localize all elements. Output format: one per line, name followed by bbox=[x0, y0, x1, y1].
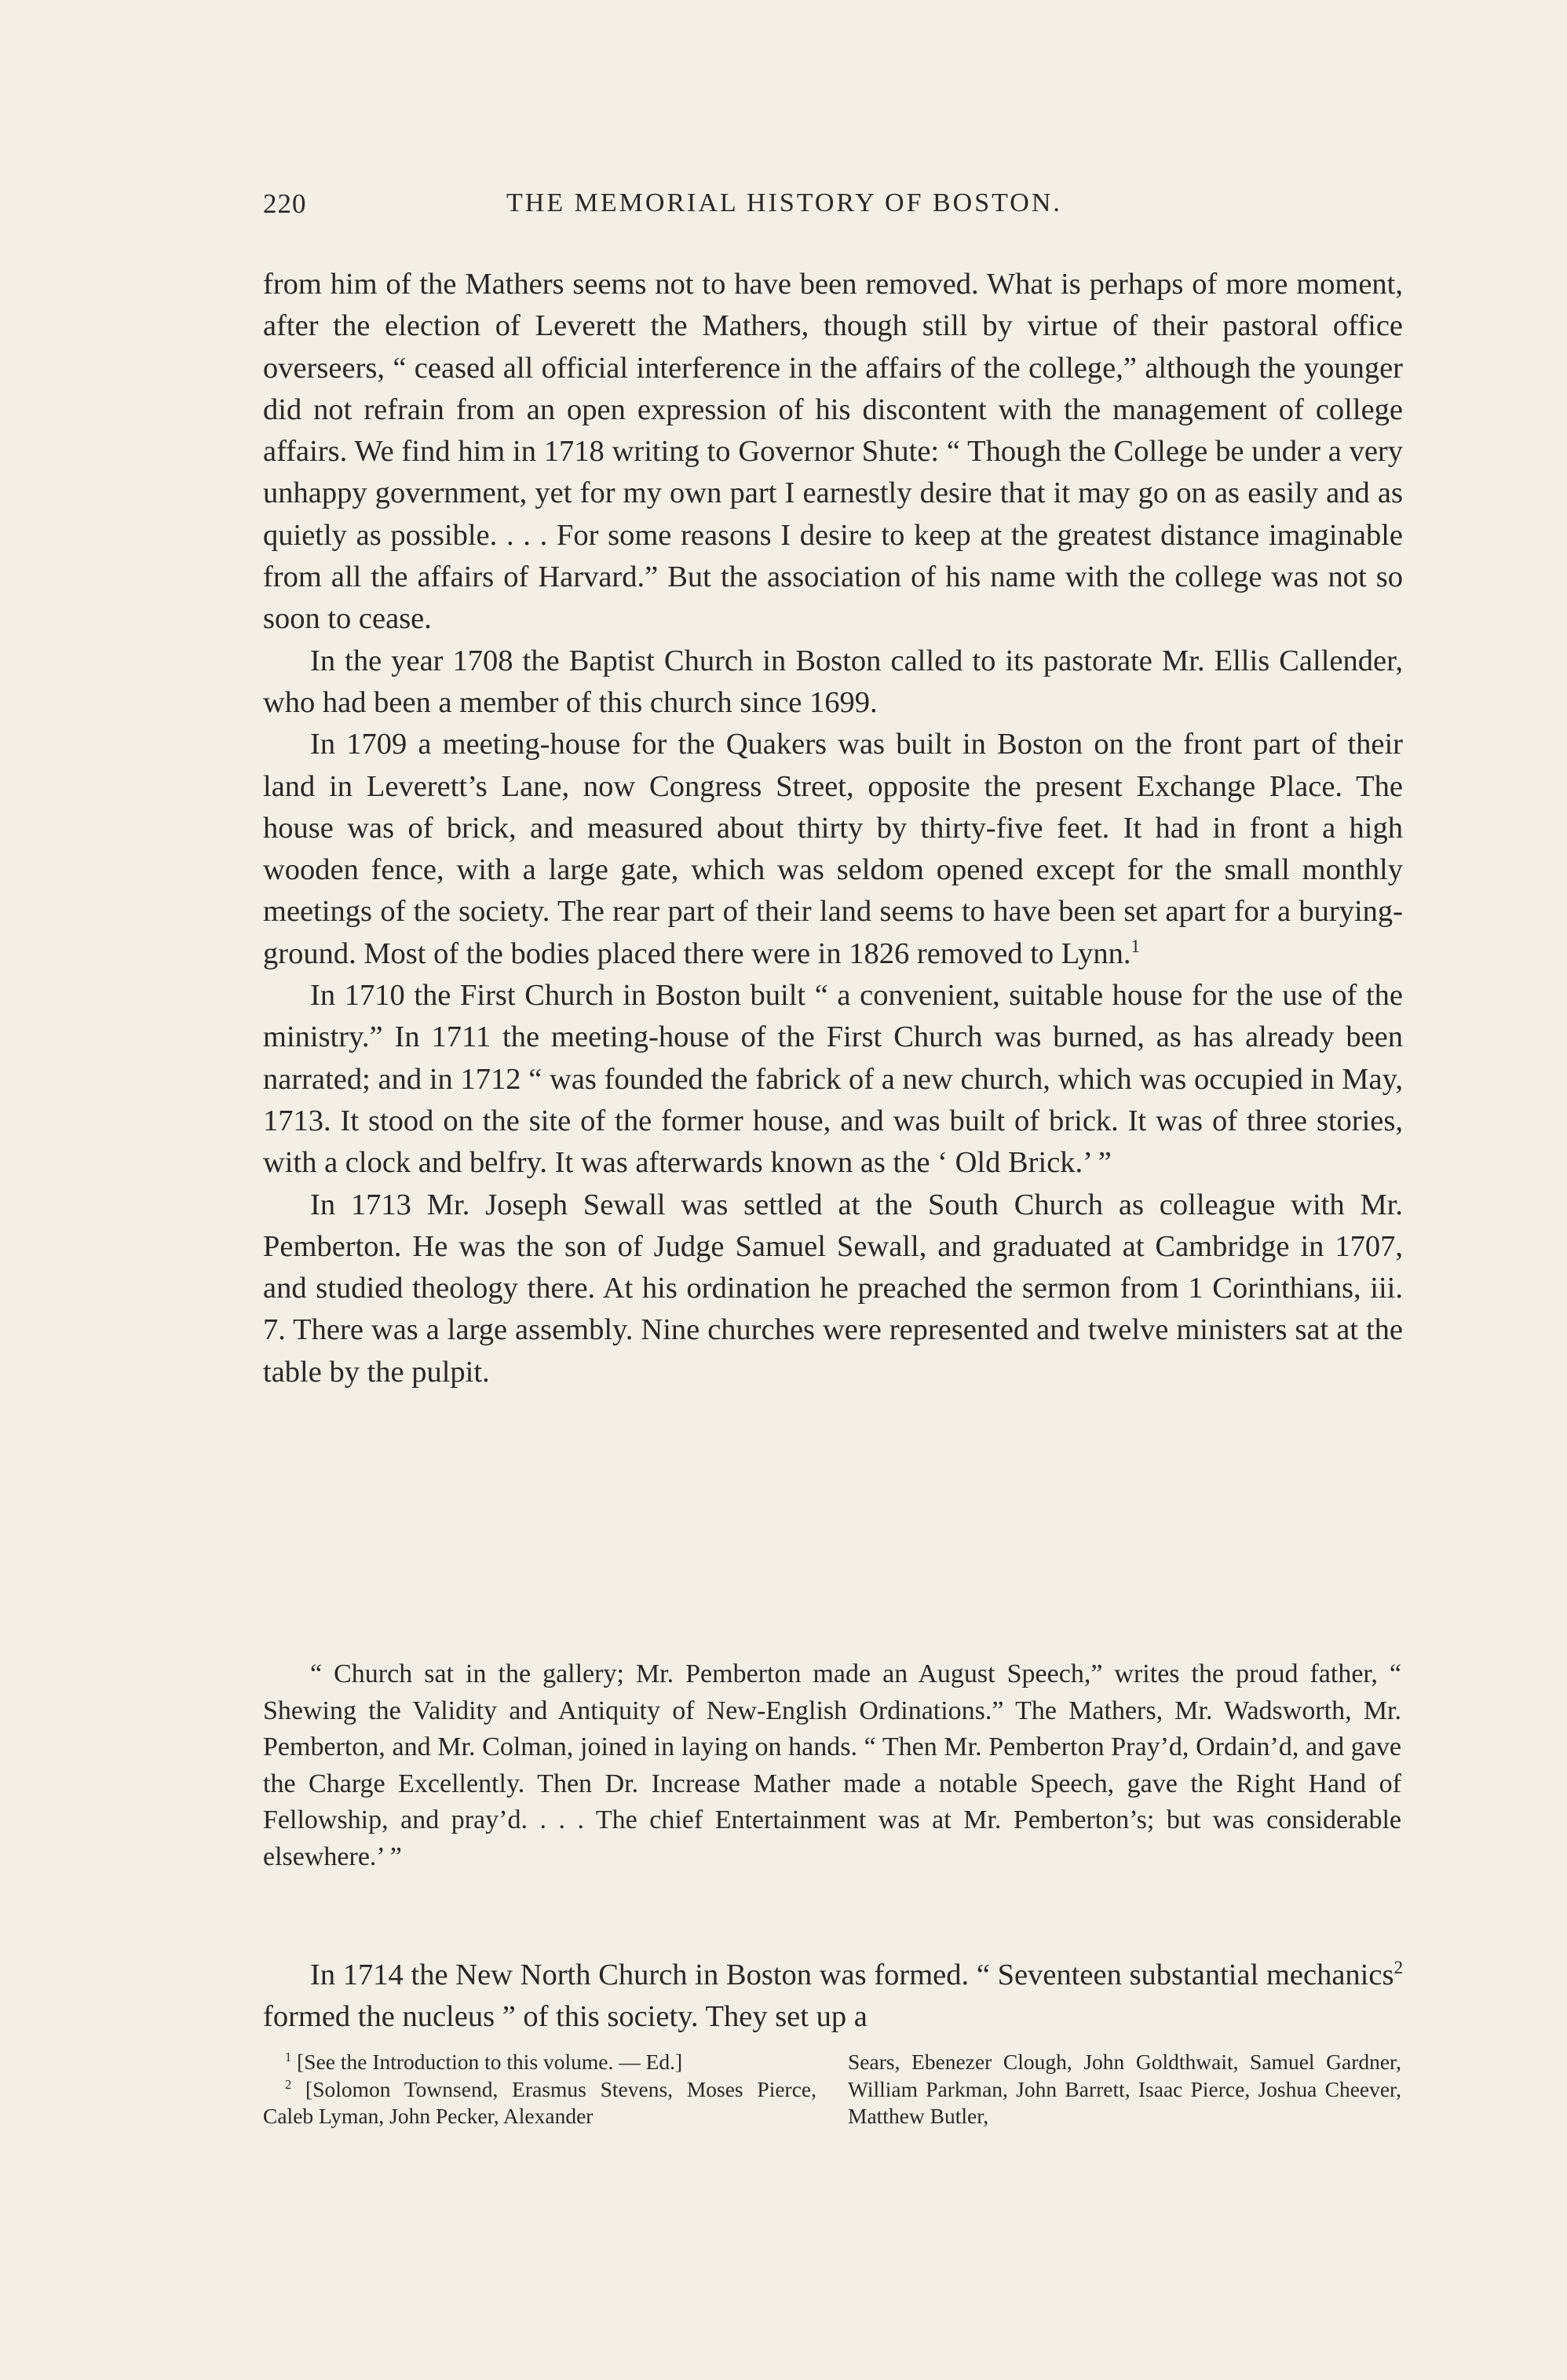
footnote-1 bbox=[263, 2049, 816, 2076]
main-text bbox=[263, 264, 1403, 1393]
footnote-2-text-left: [Solomon Townsend, Erasmus Stevens, Moses Pierce, Caleb Lyman, John Pecker, Alexander bbox=[263, 2076, 816, 2128]
paragraph-joseph-sewall: In 1713 Mr. Joseph Sewall was settled at the South Church as colleague with Mr. Pemberton. He was the son of Judge Samuel Sewall, and graduated at Cambridge in 1707, and studied theology there. At his ordination he preached the sermon from 1 Corinthians, iii. 7. There was a large assembly. Nine churches were represented and twelve ministers sat at the table by the pulpit. bbox=[263, 1188, 1403, 1389]
footnote-ref-2: 2 bbox=[1393, 1957, 1403, 1978]
new-north-text-before: In 1714 the New North Church in Boston was formed. “ Seventeen substantial mechanics bbox=[310, 1958, 1394, 1991]
paragraph-continuation: from him of the Mathers seems not to have been removed. What is perhaps of more moment, after the election of Leverett the Mathers, though still by virtue of their pastoral office overseers, “ ceased all official interference in the affairs of the college,” although the younger did not refrain from an open expression of his discontent with the management of college affairs. We find him in 1718 writing to Governor Shute: “ Though the College be under a very unhappy government, yet for my own part I earnestly desire that it may go on as easily and as quietly as possible. . . . For some reasons I desire to keep at the greatest distance imaginable from all the affairs of Harvard.” But the association of his name with the college was not so soon to cease. bbox=[263, 268, 1403, 636]
paragraph-new-north-church bbox=[263, 1955, 1403, 2038]
sewall-quotation: “ Church sat in the gallery; Mr. Pemberton made an August Speech,” writes the proud father, “ Shewing the Validity and Antiquity of New-English Ordinations.” The Mathers, Mr. Wadsworth, Mr. Pemberton, and Mr. Colman, joined in laying on hands. “ Then Mr. Pemberton Pray’d, Ordain’d, and gave the Charge Excellently. Then Dr. Increase Mather made a notable Speech, gave the Right Hand of Fellowship, and pray’d. . . . The chief Entertainment was at Mr. Pemberton’s; but was considerable elsewhere.’ ” bbox=[263, 1659, 1401, 1871]
paragraph-baptist-church: In the year 1708 the Baptist Church in Boston called to its pastorate Mr. Ellis Callender, who had been a member of this church since 1699. bbox=[263, 644, 1403, 719]
paragraph-first-church: In 1710 the First Church in Boston built “ a convenient, suitable house for the use of the ministry.” In 1711 the meeting-house of the First Church was burned, as has already been narrated; and in 1712 “ was founded the fabrick of a new church, which was occupied in May, 1713. It stood on the site of the former house, and was built of brick. It was of three stories, with a clock and belfry. It was afterwards known as the ‘ Old Brick.’ ” bbox=[263, 979, 1403, 1180]
page-header bbox=[263, 188, 1401, 228]
paragraph-quaker-meeting-house bbox=[263, 724, 1403, 975]
footnote-1-marker: 1 bbox=[285, 2049, 292, 2064]
footnote-ref-1: 1 bbox=[1131, 935, 1141, 956]
footnote-2 bbox=[263, 2076, 816, 2130]
footnotes-right-column bbox=[848, 2049, 1401, 2130]
new-north-text-after: formed the nucleus ” of this society. They set up a bbox=[263, 2000, 868, 2033]
page-number: 220 bbox=[263, 188, 307, 219]
footnotes-left-column bbox=[263, 2049, 816, 2130]
footnote-1-text: [See the Introduction to this volume. — Ed.] bbox=[291, 2050, 683, 2074]
paragraph-quaker-text: In 1709 a meeting-house for the Quakers was built in Boston on the front part of their land in Leverett’s Lane, now Congress Street, opposite the present Exchange Place. The house was of brick, and measured about thirty by thirty-five feet. It had in front a high wooden fence, with a large gate, which was seldom opened except for the small monthly meetings of the society. The rear part of their land seems to have been set apart for a burying-ground. Most of the bodies placed there were in 1826 removed to Lynn. bbox=[263, 728, 1403, 970]
footnote-2-marker: 2 bbox=[285, 2076, 292, 2092]
footnotes bbox=[263, 2049, 1401, 2130]
running-head: THE MEMORIAL HISTORY OF BOSTON. bbox=[506, 188, 1062, 217]
footnote-2-continued: Sears, Ebenezer Clough, John Goldthwait, Samuel Gardner, William Parkman, John Barrett, Isaac Pierce, Joshua Cheever, Matthew Butler, bbox=[848, 2050, 1401, 2128]
